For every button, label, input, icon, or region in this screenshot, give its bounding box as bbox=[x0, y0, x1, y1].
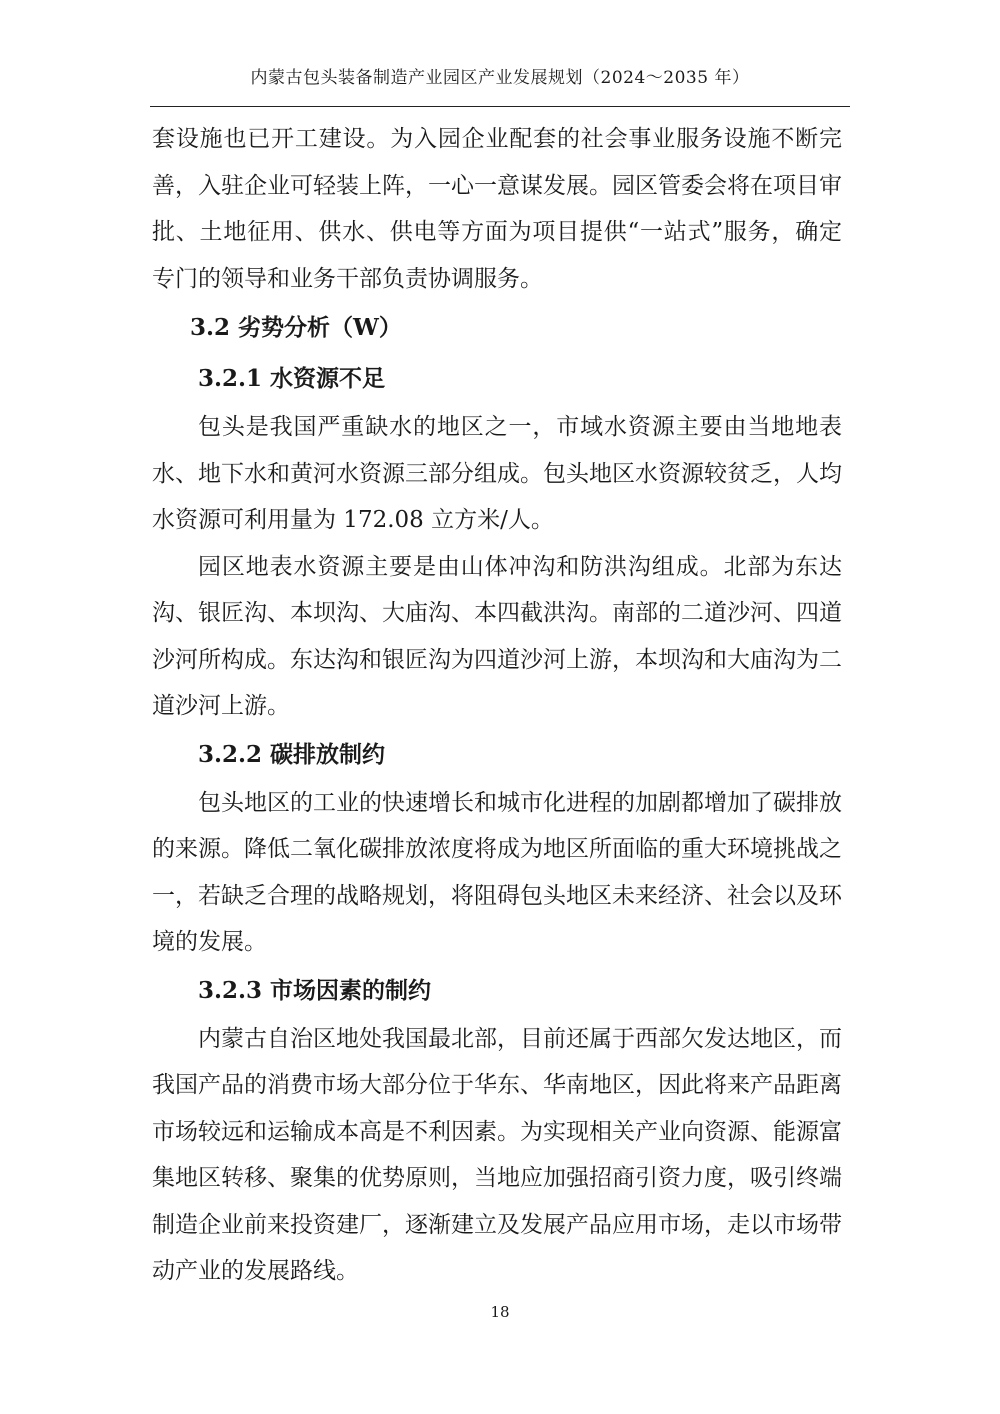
paragraph-market-factors: 内蒙古自治区地处我国最北部，目前还属于西部欠发达地区，而我国产品的消费市场大部分位于华东、华南地区，因此将来产品距离市场较远和运输成本高是不利因素。为实现相关产业向资源、能源富集地区转移、聚集的优势原则，当地应加强招商引资力度，吸引终端制造企业前来投资建厂，逐渐建立及发展产品应用市场，走以市场带动产业的发展路线。 bbox=[152, 1025, 842, 1284]
paragraph-carbon-emissions: 包头地区的工业的快速增长和城市化进程的加剧都增加了碳排放的来源。降低二氧化碳排放浓度将成为地区所面临的重大环境挑战之一，若缺乏合理的战略规划，将阻碍包头地区未来经济、社会以及环境的发展。 bbox=[152, 789, 842, 955]
paragraph-water-resources-1: 包头是我国严重缺水的地区之一，市域水资源主要由当地地表水、地下水和黄河水资源三部分组成。包头地区水资源较贫乏，人均水资源可利用量为 172.08 立方米/人。 bbox=[152, 414, 842, 533]
subsection-heading-3-2-1: 3.2.1 水资源不足 bbox=[198, 365, 386, 392]
page-body bbox=[152, 116, 842, 1295]
intro-paragraph: 套设施也已开工建设。为入园企业配套的社会事业服务设施不断完善，入驻企业可轻装上阵，一心一意谋发展。园区管委会将在项目审批、土地征用、供水、供电等方面为项目提供“一站式”服务，确定专门的领导和业务干部负责协调服务。 bbox=[152, 126, 842, 292]
page-number: 18 bbox=[490, 1303, 510, 1321]
paragraph-water-resources-2: 园区地表水资源主要是由山体冲沟和防洪沟组成。北部为东达沟、银匠沟、本坝沟、大庙沟、本四截洪沟。南部的二道沙河、四道沙河所构成。东达沟和银匠沟为四道沙河上游，本坝沟和大庙沟为二道沙河上游。 bbox=[152, 553, 842, 719]
subsection-heading-3-2-3: 3.2.3 市场因素的制约 bbox=[198, 976, 432, 1004]
section-heading-3-2: 3.2 劣势分析（W） bbox=[190, 314, 402, 341]
running-header-title: 内蒙古包头装备制造产业园区产业发展规划（2024～2035 年） bbox=[250, 68, 750, 88]
header-divider bbox=[150, 106, 850, 107]
subsection-heading-3-2-2: 3.2.2 碳排放制约 bbox=[198, 740, 386, 768]
